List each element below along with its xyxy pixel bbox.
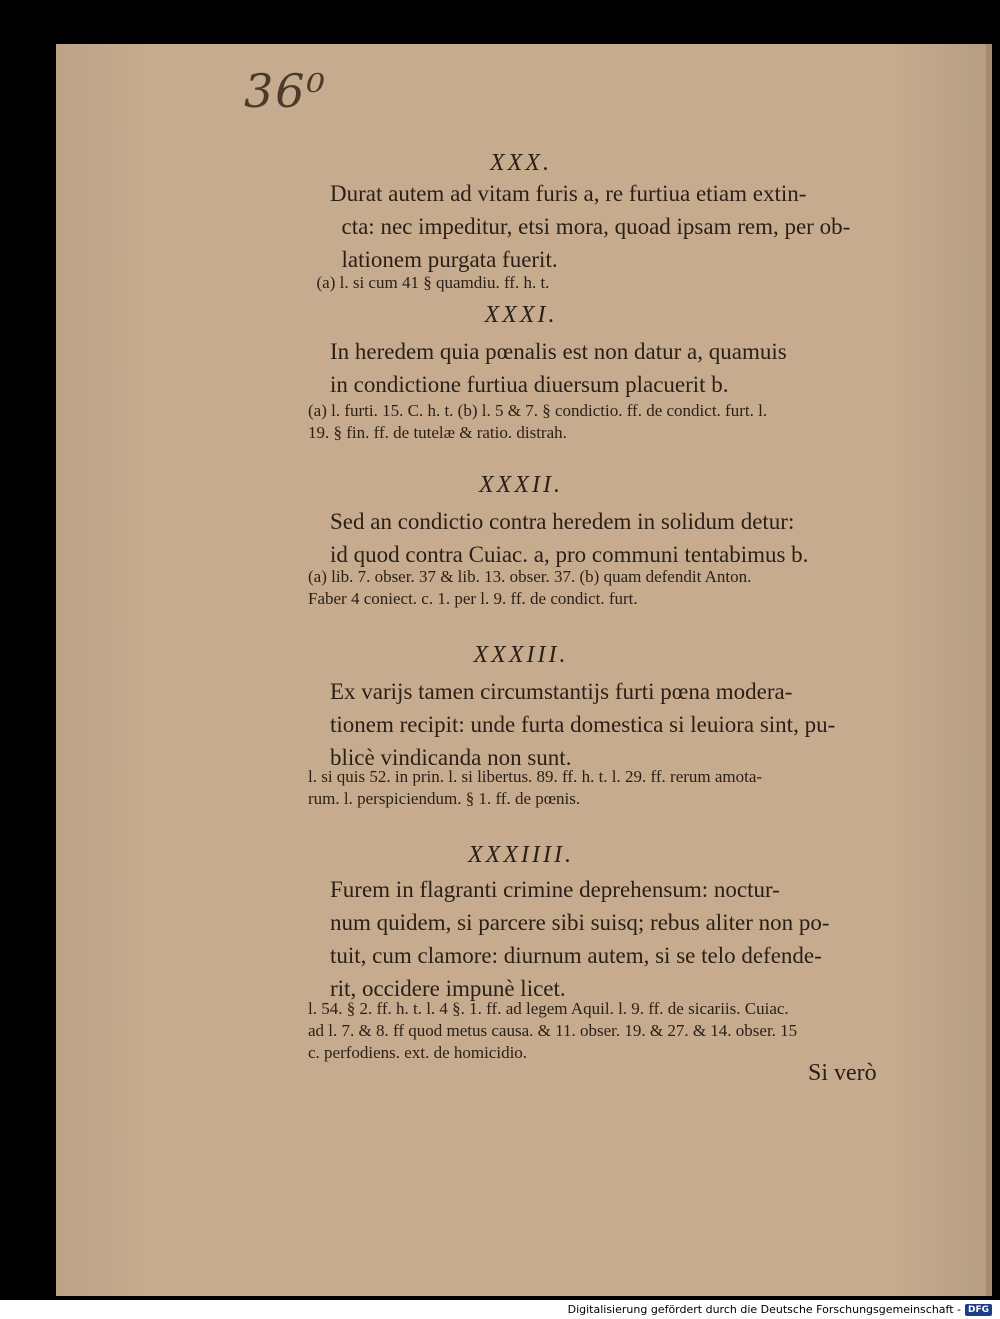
section-body	[330, 177, 890, 276]
body-line: cta: nec impeditur, etsi mora, quoad ipsam rem, per ob-	[330, 214, 851, 239]
dfg-logo-icon: DFG	[965, 1304, 992, 1316]
section-body	[330, 675, 890, 774]
catchword: Si verò	[808, 1060, 877, 1086]
note-line: l. si quis 52. in prin. l. si libertus. 89. ff. h. t. l. 29. ff. rerum amota-	[308, 767, 763, 786]
body-line: tionem recipit: unde furta domestica si leuiora sint, pu-	[330, 712, 836, 737]
body-line: tuit, cum clamore: diurnum autem, si se telo defende-	[330, 943, 822, 968]
section-body	[330, 873, 890, 1005]
section-body	[330, 335, 890, 401]
footer-bar	[0, 1300, 1000, 1319]
note-line: 19. § fin. ff. de tutelæ & ratio. distrah.	[308, 423, 567, 442]
body-line: rit, occidere impunè licet.	[330, 976, 566, 1001]
section-notes	[308, 400, 888, 444]
note-line: rum. l. perspiciendum. § 1. ff. de pœnis.	[308, 789, 581, 808]
note-line: c. perfodiens. ext. de homicidio.	[308, 1043, 528, 1062]
note-line: (a) l. si cum 41 § quamdiu. ff. h. t.	[308, 273, 550, 292]
section-heading: XXXIIII.	[468, 842, 574, 868]
body-line: Ex varijs tamen circumstantijs furti pœna modera-	[330, 679, 793, 704]
section-body	[330, 505, 890, 571]
note-line: l. 54. § 2. ff. h. t. l. 4 §. 1. ff. ad legem Aquil. l. 9. ff. de sicariis. Cuiac.	[308, 999, 789, 1018]
section-notes	[308, 998, 888, 1064]
section-notes	[308, 566, 888, 610]
section-heading: XXXII.	[479, 472, 563, 498]
section-heading: XXX.	[490, 150, 552, 176]
section-heading: XXXIII.	[473, 642, 569, 668]
footer-credit: Digitalisierung gefördert durch die Deutsche Forschungsgemeinschaft -	[567, 1303, 961, 1316]
body-line: Durat autem ad vitam furis a, re furtiua etiam extin-	[330, 181, 807, 206]
body-line: num quidem, si parcere sibi suisq; rebus aliter non po-	[330, 910, 830, 935]
section-notes	[308, 272, 888, 294]
handwritten-page-number: 36⁰	[244, 64, 327, 118]
note-line: (a) l. furti. 15. C. h. t. (b) l. 5 & 7. § condictio. ff. de condict. furt. l.	[308, 401, 768, 420]
body-line: In heredem quia pœnalis est non datur a, quamuis	[330, 339, 787, 364]
body-line: blicè vindicanda non sunt.	[330, 745, 572, 770]
body-line: Sed an condictio contra heredem in solidum detur:	[330, 509, 795, 534]
note-line: (a) lib. 7. obser. 37 & lib. 13. obser. 37. (b) quam defendit Anton.	[308, 567, 752, 586]
section-heading: XXXI.	[484, 302, 558, 328]
note-line: ad l. 7. & 8. ff quod metus causa. & 11. obser. 19. & 27. & 14. obser. 15	[308, 1021, 798, 1040]
note-line: Faber 4 coniect. c. 1. per l. 9. ff. de condict. furt.	[308, 589, 638, 608]
section-notes	[308, 766, 888, 810]
body-line: Furem in flagranti crimine deprehensum: noctur-	[330, 877, 780, 902]
body-line: in condictione furtiua diuersum placuerit b.	[330, 372, 729, 397]
body-line: id quod contra Cuiac. a, pro communi tentabimus b.	[330, 542, 809, 567]
body-line: lationem purgata fuerit.	[330, 247, 558, 272]
